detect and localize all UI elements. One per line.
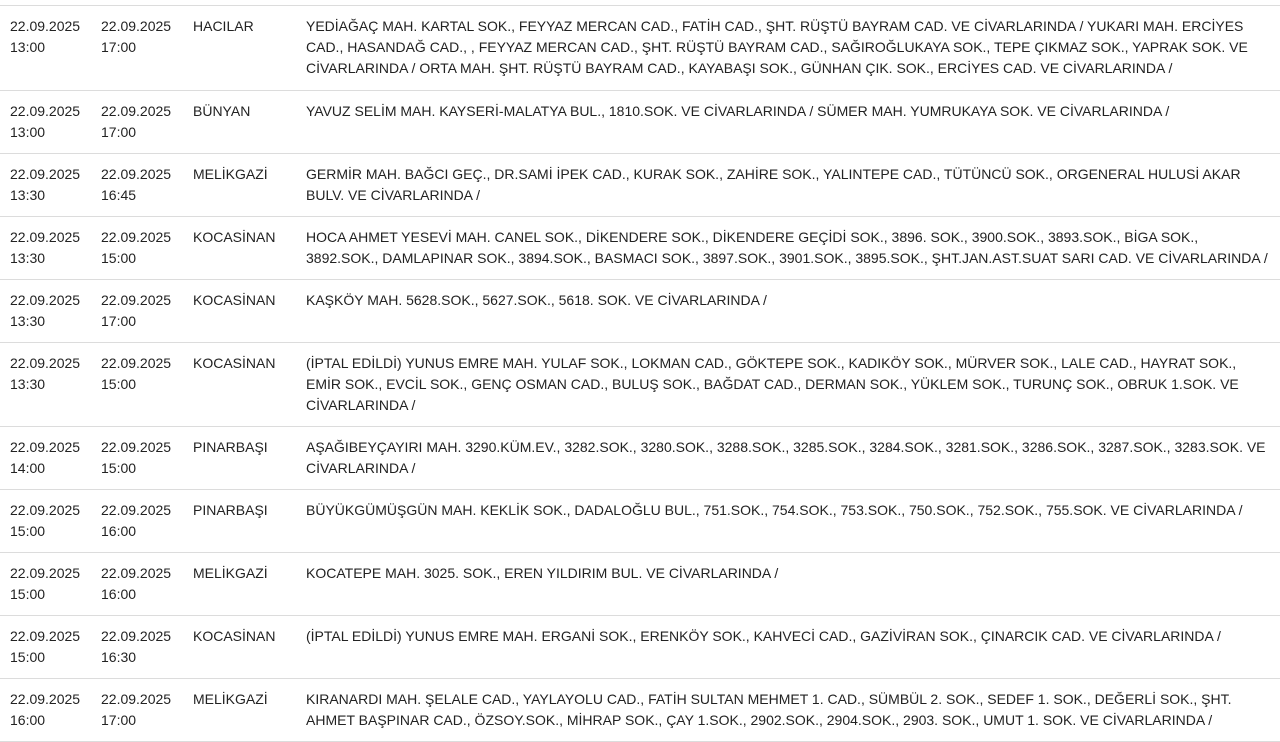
affected-streets: YAVUZ SELİM MAH. KAYSERİ-MALATYA BUL., 1810.SOK. VE CİVARLARINDA / SÜMER MAH. YUMRUKAYA SOK. VE CİVARLARINDA / <box>306 103 1170 119</box>
start-time: 22.09.2025 13:30 <box>10 229 81 266</box>
table-row <box>0 280 1280 343</box>
start-time: 22.09.2025 13:00 <box>10 103 81 140</box>
start-time: 22.09.2025 15:00 <box>10 628 81 665</box>
end-time: 22.09.2025 17:00 <box>101 292 172 329</box>
affected-streets: KAŞKÖY MAH. 5628.SOK., 5627.SOK., 5618. SOK. VE CİVARLARINDA / <box>306 292 767 308</box>
district: KOCASİNAN <box>193 229 276 245</box>
outage-table <box>0 5 1280 742</box>
affected-streets: (İPTAL EDİLDİ) YUNUS EMRE MAH. ERGANİ SOK., ERENKÖY SOK., KAHVECİ CAD., GAZİVİRAN SOK., ÇINARCIK CAD. VE CİVARLARINDA / <box>306 628 1221 644</box>
table-row <box>0 679 1280 742</box>
end-time: 22.09.2025 16:00 <box>101 565 172 602</box>
table-row <box>0 490 1280 553</box>
district: PINARBAŞI <box>193 439 268 455</box>
end-time: 22.09.2025 17:00 <box>101 18 172 55</box>
affected-streets: GERMİR MAH. BAĞCI GEÇ., DR.SAMİ İPEK CAD., KURAK SOK., ZAHİRE SOK., YALINTEPE CAD., TÜTÜNCÜ SOK., ORGENERAL HULUSİ AKAR BULV. VE CİVARLARINDA / <box>306 166 1241 203</box>
table-row <box>0 6 1280 91</box>
table-row <box>0 427 1280 490</box>
table-row <box>0 154 1280 217</box>
start-time: 22.09.2025 13:30 <box>10 292 81 329</box>
end-time: 22.09.2025 17:00 <box>101 103 172 140</box>
affected-streets: HOCA AHMET YESEVİ MAH. CANEL SOK., DİKENDERE SOK., DİKENDERE GEÇİDİ SOK., 3896. SOK., 3900.SOK., 3893.SOK., BİGA SOK., 3892.SOK., DAMLAPINAR SOK., 3894.SOK., BASMACI SOK., 3897.SOK., 3901.SOK., 3895.SOK., ŞHT.JAN.AST.SUAT SARI CAD. VE CİVARLARINDA / <box>306 229 1268 266</box>
end-time: 22.09.2025 15:00 <box>101 355 172 392</box>
affected-streets: YEDİAĞAÇ MAH. KARTAL SOK., FEYYAZ MERCAN CAD., FATİH CAD., ŞHT. RÜŞTÜ BAYRAM CAD. VE CİVARLARINDA / YUKARI MAH. ERCİYES CAD., HASANDAĞ CAD., , FEYYAZ MERCAN CAD., ŞHT. RÜŞTÜ BAYRAM CAD., SAĞIROĞLUKAYA SOK., TEPE ÇIKMAZ SOK., YAPRAK SOK. VE CİVARLARINDA / ORTA MAH. ŞHT. RÜŞTÜ BAYRAM CAD., KAYABAŞI SOK., GÜNHAN ÇIK. SOK., ERCİYES CAD. VE CİVARLARINDA / <box>306 18 1248 76</box>
end-time: 22.09.2025 15:00 <box>101 439 172 476</box>
affected-streets: KOCATEPE MAH. 3025. SOK., EREN YILDIRIM BUL. VE CİVARLARINDA / <box>306 565 779 581</box>
table-row <box>0 217 1280 280</box>
end-time: 22.09.2025 16:45 <box>101 166 172 203</box>
start-time: 22.09.2025 13:00 <box>10 18 81 55</box>
start-time: 22.09.2025 15:00 <box>10 565 81 602</box>
district: PINARBAŞI <box>193 502 268 518</box>
district: KOCASİNAN <box>193 355 276 371</box>
table-row <box>0 91 1280 154</box>
end-time: 22.09.2025 15:00 <box>101 229 172 266</box>
affected-streets: KIRANARDI MAH. ŞELALE CAD., YAYLAYOLU CAD., FATİH SULTAN MEHMET 1. CAD., SÜMBÜL 2. SOK., SEDEF 1. SOK., DEĞERLİ SOK., ŞHT. AHMET BAŞPINAR CAD., ÖZSOY.SOK., MİHRAP SOK., ÇAY 1.SOK., 2902.SOK., 2904.SOK., 2903. SOK., UMUT 1. SOK. VE CİVARLARINDA / <box>306 691 1232 728</box>
affected-streets: AŞAĞIBEYÇAYIRI MAH. 3290.KÜM.EV., 3282.SOK., 3280.SOK., 3288.SOK., 3285.SOK., 3284.SOK., 3281.SOK., 3286.SOK., 3287.SOK., 3283.SOK. VE CİVARLARINDA / <box>306 439 1266 476</box>
table-row <box>0 553 1280 616</box>
district: MELİKGAZİ <box>193 166 268 182</box>
start-time: 22.09.2025 13:30 <box>10 355 81 392</box>
affected-streets: BÜYÜKGÜMÜŞGÜN MAH. KEKLİK SOK., DADALOĞLU BUL., 751.SOK., 754.SOK., 753.SOK., 750.SOK., 752.SOK., 755.SOK. VE CİVARLARINDA / <box>306 502 1243 518</box>
district: KOCASİNAN <box>193 292 276 308</box>
district: HACILAR <box>193 18 254 34</box>
affected-streets: (İPTAL EDİLDİ) YUNUS EMRE MAH. YULAF SOK., LOKMAN CAD., GÖKTEPE SOK., KADIKÖY SOK., MÜRVER SOK., LALE CAD., HAYRAT SOK., EMİR SOK., EVCİL SOK., GENÇ OSMAN CAD., BULUŞ SOK., BAĞDAT CAD., DERMAN SOK., YÜKLEM SOK., TURUNÇ SOK., OBRUK 1.SOK. VE CİVARLARINDA / <box>306 355 1239 413</box>
start-time: 22.09.2025 16:00 <box>10 691 81 728</box>
end-time: 22.09.2025 17:00 <box>101 691 172 728</box>
start-time: 22.09.2025 15:00 <box>10 502 81 539</box>
end-time: 22.09.2025 16:00 <box>101 502 172 539</box>
start-time: 22.09.2025 13:30 <box>10 166 81 203</box>
district: BÜNYAN <box>193 103 251 119</box>
district: MELİKGAZİ <box>193 691 268 707</box>
start-time: 22.09.2025 14:00 <box>10 439 81 476</box>
table-row <box>0 616 1280 679</box>
district: KOCASİNAN <box>193 628 276 644</box>
table-row <box>0 343 1280 427</box>
end-time: 22.09.2025 16:30 <box>101 628 172 665</box>
district: MELİKGAZİ <box>193 565 268 581</box>
